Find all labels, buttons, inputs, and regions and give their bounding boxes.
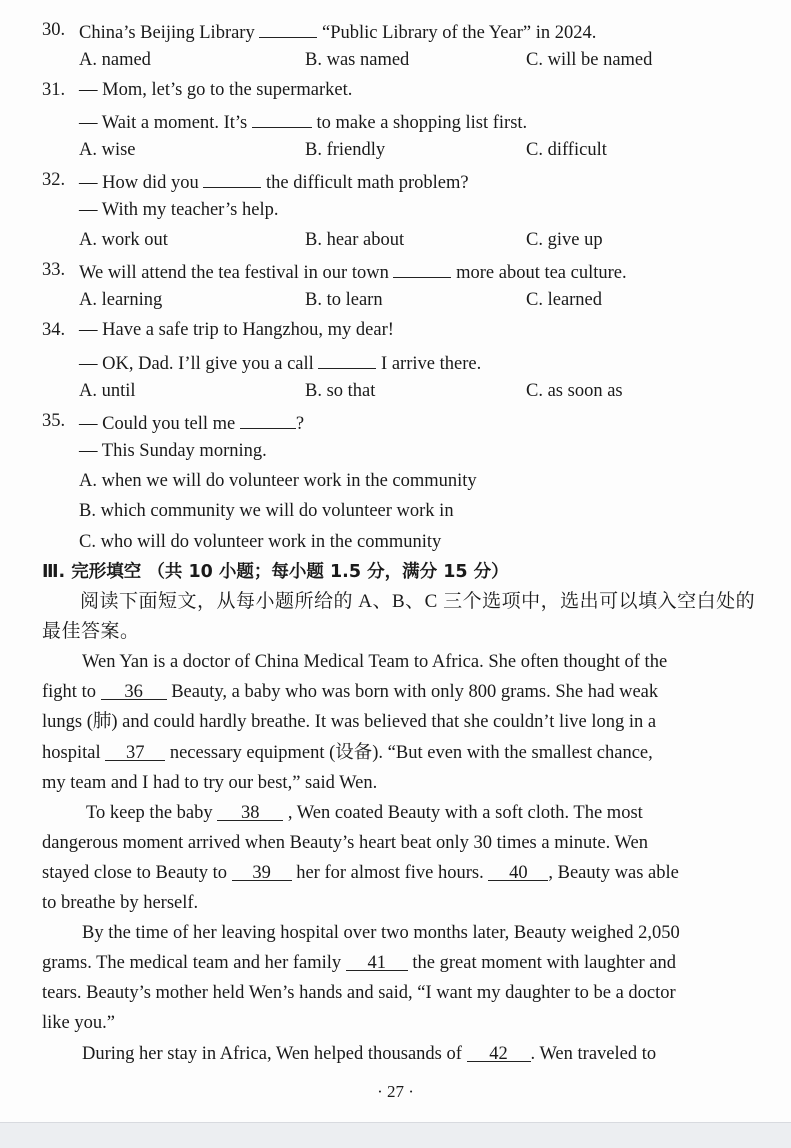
viewer-bottom-bar (0, 1122, 791, 1148)
answer-blank (393, 255, 451, 278)
blank-42: 42 (467, 1039, 531, 1062)
option-b: B. friendly (305, 140, 386, 160)
question-stem: — How did you the difficult math problem? (79, 165, 469, 198)
passage-text: fight to 36 Beauty, a baby who was born with only 800 grams. She had weak (42, 677, 658, 707)
option-a: A. learning (79, 290, 163, 310)
answer-blank (203, 165, 261, 188)
question-stem: China’s Beijing Library “Public Library of the Year” in 2024. (79, 15, 596, 48)
passage-line (0, 647, 791, 677)
question-32-answer (0, 195, 791, 225)
question-stem: — OK, Dad. I’ll give you a call I arrive there. (79, 346, 481, 379)
option-b: B. to learn (305, 290, 383, 310)
blank-38: 38 (217, 798, 283, 821)
answer-blank (318, 346, 376, 369)
section-heading (0, 557, 791, 587)
passage-line (0, 828, 791, 858)
question-32 (0, 165, 791, 195)
section-title: Ⅲ. 完形填空 （共 10 小题；每小题 1.5 分，满分 15 分） (42, 562, 509, 582)
option-b-row (0, 496, 791, 526)
passage-line (0, 738, 791, 768)
option-c: C. difficult (526, 140, 607, 160)
option-a-row (0, 466, 791, 496)
passage-line (0, 1039, 791, 1069)
answer-blank (252, 105, 312, 128)
question-34-stem (0, 346, 791, 376)
passage-text: my team and I had to try our best,” said Wen. (42, 773, 378, 793)
option-b: B. hear about (305, 230, 405, 250)
option-c: C. learned (526, 290, 603, 310)
option-b: B. was named (305, 50, 410, 70)
blank-37: 37 (105, 738, 165, 761)
instruction-line-1 (0, 587, 791, 617)
options-30 (0, 45, 791, 75)
dialogue-line: — With my teacher’s help. (79, 200, 279, 220)
question-31-stem (0, 105, 791, 135)
answer-blank (240, 406, 296, 429)
option-a: A. when we will do volunteer work in the community (79, 471, 477, 491)
dialogue-line: — This Sunday morning. (79, 441, 267, 461)
passage-text: grams. The medical team and her family 41 the great moment with laughter and (42, 948, 676, 978)
dialogue-line: — Mom, let’s go to the supermarket. (79, 80, 353, 100)
passage-line (0, 858, 791, 888)
options-34 (0, 376, 791, 406)
option-b: B. so that (305, 381, 376, 401)
question-number: 32. (42, 170, 66, 190)
passage-text: During her stay in Africa, Wen helped thousands of 42 . Wen traveled to (82, 1039, 656, 1069)
options-31 (0, 135, 791, 165)
instruction-text: 最佳答案。 (42, 621, 140, 642)
question-number: 34. (42, 320, 66, 340)
option-c-row (0, 527, 791, 557)
passage-line (0, 1008, 791, 1038)
instruction-text: 阅读下面短文，从每小题所给的 A、B、C 三个选项中，选出可以填入空白处的 (80, 591, 756, 612)
option-a: A. wise (79, 140, 136, 160)
question-34 (0, 315, 791, 345)
option-a: A. work out (79, 230, 168, 250)
passage-line (0, 768, 791, 798)
blank-41: 41 (346, 948, 408, 971)
passage-text: to breathe by herself. (42, 893, 199, 913)
passage-text: Wen Yan is a doctor of China Medical Team to Africa. She often thought of the (82, 652, 668, 672)
question-35 (0, 406, 791, 436)
question-number: 33. (42, 260, 66, 280)
answer-blank (259, 15, 317, 38)
page-number: · 27 · (377, 1082, 414, 1101)
blank-36: 36 (101, 677, 167, 700)
passage-line (0, 677, 791, 707)
passage-text: tears. Beauty’s mother held Wen’s hands and said, “I want my daughter to be a doctor (42, 983, 676, 1003)
question-stem: We will attend the tea festival in our town more about tea culture. (79, 255, 627, 288)
passage-text: hospital 37 necessary equipment (设备). “But even with the smallest chance, (42, 738, 653, 768)
option-a: A. named (79, 50, 151, 70)
passage-text: dangerous moment arrived when Beauty’s heart beat only 30 times a minute. Wen (42, 833, 648, 853)
passage-line (0, 918, 791, 948)
passage-text: To keep the baby 38 , Wen coated Beauty with a soft cloth. The most (86, 798, 643, 828)
question-stem: — Wait a moment. It’s to make a shopping list first. (79, 105, 527, 138)
options-33 (0, 285, 791, 315)
question-31 (0, 75, 791, 105)
passage-text: stayed close to Beauty to 39 her for almost five hours. 40 , Beauty was able (42, 858, 679, 888)
blank-40: 40 (488, 858, 548, 881)
dialogue-line: — Have a safe trip to Hangzhou, my dear! (79, 320, 394, 340)
passage-line (0, 798, 791, 828)
options-32 (0, 225, 791, 255)
option-c: C. will be named (526, 50, 653, 70)
question-number: 31. (42, 80, 66, 100)
passage-line (0, 948, 791, 978)
passage-text: lungs (肺) and could hardly breathe. It was believed that she couldn’t live long in a (42, 712, 657, 732)
option-c: C. give up (526, 230, 603, 250)
option-b: B. which community we will do volunteer work in (79, 501, 454, 521)
passage-text: like you.” (42, 1013, 115, 1033)
option-a: A. until (79, 381, 136, 401)
option-c: C. who will do volunteer work in the community (79, 532, 442, 552)
passage-text: By the time of her leaving hospital over two months later, Beauty weighed 2,050 (82, 923, 680, 943)
question-stem: — Could you tell me ? (79, 406, 304, 439)
question-35-answer (0, 436, 791, 466)
instruction-line-2 (0, 617, 791, 647)
blank-39: 39 (232, 858, 292, 881)
question-33 (0, 255, 791, 285)
option-c: C. as soon as (526, 381, 623, 401)
question-30 (0, 15, 791, 45)
passage-line (0, 978, 791, 1008)
question-number: 30. (42, 20, 66, 40)
passage-line (0, 707, 791, 737)
passage-line (0, 888, 791, 918)
question-number: 35. (42, 411, 66, 431)
